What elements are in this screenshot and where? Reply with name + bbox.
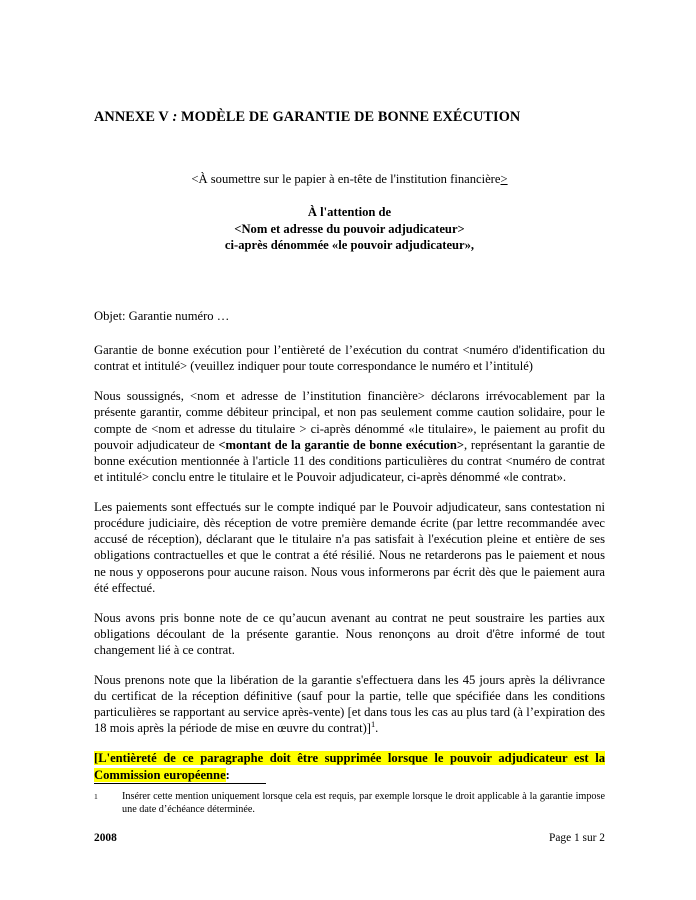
submit-instruction-text: <À soumettre sur le papier à en-tête de l'institution financière xyxy=(191,172,501,186)
paragraph-release-text: Nous prenons note que la libération de la garantie s'effectuera dans les 45 jours après la délivrance du certificat de la réception définitive (sauf pour la partie, telle que spécifiée dans les conditions particulières se rapportant au service après-vente) [et dans tous les cas au plus tard (à l’expiration des 18 mois après la période de mise en œuvre du contrat)] xyxy=(94,672,605,736)
paragraph-amendments: Nous avons pris bonne note de ce qu’aucun avenant au contrat ne peut soustraire les parties aux obligations découlant de la présente garantie. Nous renonçons au droit d'être informé de tout changement lié à ce contrat. xyxy=(94,610,605,657)
paragraph-release-tail: . xyxy=(375,721,379,736)
footnote-separator xyxy=(94,783,266,784)
guarantee-amount-placeholder: <montant de la garantie de bonne exécution> xyxy=(218,437,465,452)
title-separator: : xyxy=(168,109,182,125)
attention-line-2: <Nom et adresse du pouvoir adjudicateur> xyxy=(234,221,465,236)
footnote-text: Insérer cette mention uniquement lorsque cela est requis, par exemple lorsque le droit applicable à la garantie impose une date d’échéance déterminée. xyxy=(122,791,605,816)
attention-line-1: À l'attention de xyxy=(307,205,392,219)
paragraph-guarantee-object: Garantie de bonne exécution pour l’entièreté de l’exécution du contrat <numéro d'identification du contrat et intitulé> (veuillez indiquer pour toute correspondance le numéro et l’intitulé) xyxy=(94,343,605,374)
body-block xyxy=(94,308,605,784)
paragraph-undersigned-part-a: Nous soussignés, <nom et adresse de l’institution financière> déclarons irrévocablement par la présente garantir, comme débiteur principal, et non pas seulement comme caution solidaire, pour le compte de <nom et adresse du titulaire > ci-après dénommé «le titulaire», le paiement au profit du pouvoir adjudicateur de xyxy=(94,389,605,452)
submit-instruction xyxy=(94,172,605,187)
footnote-reference-1: 1 xyxy=(370,720,376,730)
submit-instruction-tail: > xyxy=(500,172,508,186)
footer-page-number: Page 1 sur 2 xyxy=(549,832,605,844)
attention-block xyxy=(94,204,605,254)
title-prefix: ANNEXE V xyxy=(94,109,169,125)
footnote-marker: 1 xyxy=(94,792,98,801)
footer-year: 2008 xyxy=(94,832,117,844)
title-main: MODÈLE DE GARANTIE DE BONNE EXÉCUTION xyxy=(181,109,521,125)
page-footer xyxy=(94,832,605,844)
footnote-1 xyxy=(94,790,605,817)
paragraph-undersigned xyxy=(94,388,605,485)
highlighted-text: [L'entièreté de ce paragraphe doit être supprimée lorsque le pouvoir adjudicateur est la Commission européenne xyxy=(94,750,605,782)
paragraph-undersigned-part-b: , représentant la garantie de bonne exécution mentionnée à l'article 11 des conditions particulières du contrat <numéro de contrat et intitulé> conclu entre le titulaire et le Pouvoir adjudicateur, ci-après dénommé «le contrat». xyxy=(94,437,606,485)
paragraph-release xyxy=(94,672,605,737)
paragraph-highlighted-note xyxy=(94,750,605,784)
page-title xyxy=(94,109,605,126)
subject-line: Objet: Garantie numéro … xyxy=(94,309,230,323)
attention-line-3: ci-après dénommée «le pouvoir adjudicateur», xyxy=(224,238,475,252)
paragraph-payments: Les paiements sont effectués sur le compte indiqué par le Pouvoir adjudicateur, sans contestation ni procédure judiciaire, dès réception de votre première demande écrite (par lettre recommandée avec accusé de réception), déclarant que le titulaire n'a pas satisfait à l'exécution pleine et entière de ses obligations contractuelles et que le contrat a été résilié. Nous ne retarderons pas le paiement et nous ne nous y opposerons pour aucune raison. Nous vous informerons par écrit dès que le paiement aura été effectué. xyxy=(94,499,605,595)
highlighted-text-tail: : xyxy=(225,767,230,782)
